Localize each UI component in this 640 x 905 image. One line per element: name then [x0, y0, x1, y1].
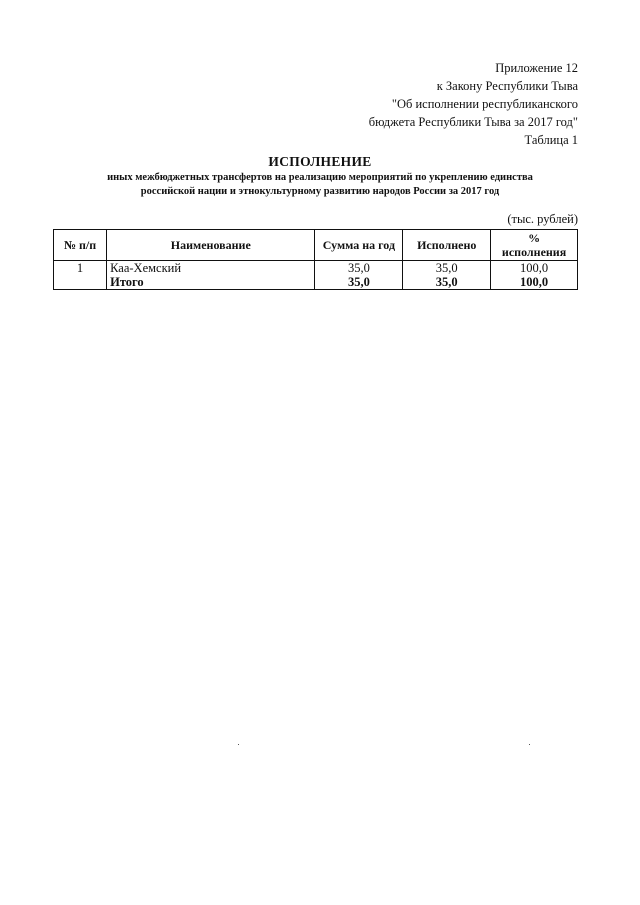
- column-header-percent: [491, 230, 578, 261]
- total-sum-cell: 35,0: [315, 275, 403, 290]
- column-header-percent-label: исполнения: [501, 245, 567, 259]
- scan-speck: [529, 744, 530, 745]
- row-done-cell: 35,0: [403, 261, 491, 276]
- law-reference: к Закону Республики Тыва: [436, 79, 578, 93]
- subtitle-line2: российской нации и этнокультурному развитию народов России за 2017 год: [140, 186, 500, 197]
- units-label: (тыс. рублей): [507, 212, 578, 226]
- column-header-num: № п/п: [54, 230, 107, 261]
- column-header-name: Наименование: [107, 230, 315, 261]
- table-header-row: [54, 230, 578, 261]
- table-number: Таблица 1: [524, 133, 578, 147]
- row-name-cell: Каа-Хемский: [107, 261, 315, 276]
- column-header-sum: Сумма на год: [315, 230, 403, 261]
- law-title-line1: "Об исполнении республиканского: [391, 97, 578, 111]
- execution-table: [53, 229, 578, 290]
- law-title-line2: бюджета Республики Тыва за 2017 год": [368, 115, 578, 129]
- total-name-cell: Итого: [107, 275, 315, 290]
- column-header-percent-sign: %: [528, 231, 541, 245]
- total-percent-cell: 100,0: [491, 275, 578, 290]
- appendix-header: [369, 59, 578, 149]
- total-number-cell: [54, 275, 107, 290]
- column-header-done: Исполнено: [403, 230, 491, 261]
- document-title: ИСПОЛНЕНИЕ: [268, 154, 372, 169]
- subtitle-line1: иных межбюджетных трансфертов на реализацию мероприятий по укреплению единства: [107, 172, 533, 183]
- scan-speck: [238, 744, 239, 745]
- total-done-cell: 35,0: [403, 275, 491, 290]
- table-row: [54, 261, 578, 276]
- appendix-number: Приложение 12: [495, 61, 578, 75]
- row-percent-cell: 100,0: [491, 261, 578, 276]
- row-number-cell: 1: [54, 261, 107, 276]
- document-subtitle: [50, 171, 590, 199]
- row-sum-cell: 35,0: [315, 261, 403, 276]
- total-row: [54, 275, 578, 290]
